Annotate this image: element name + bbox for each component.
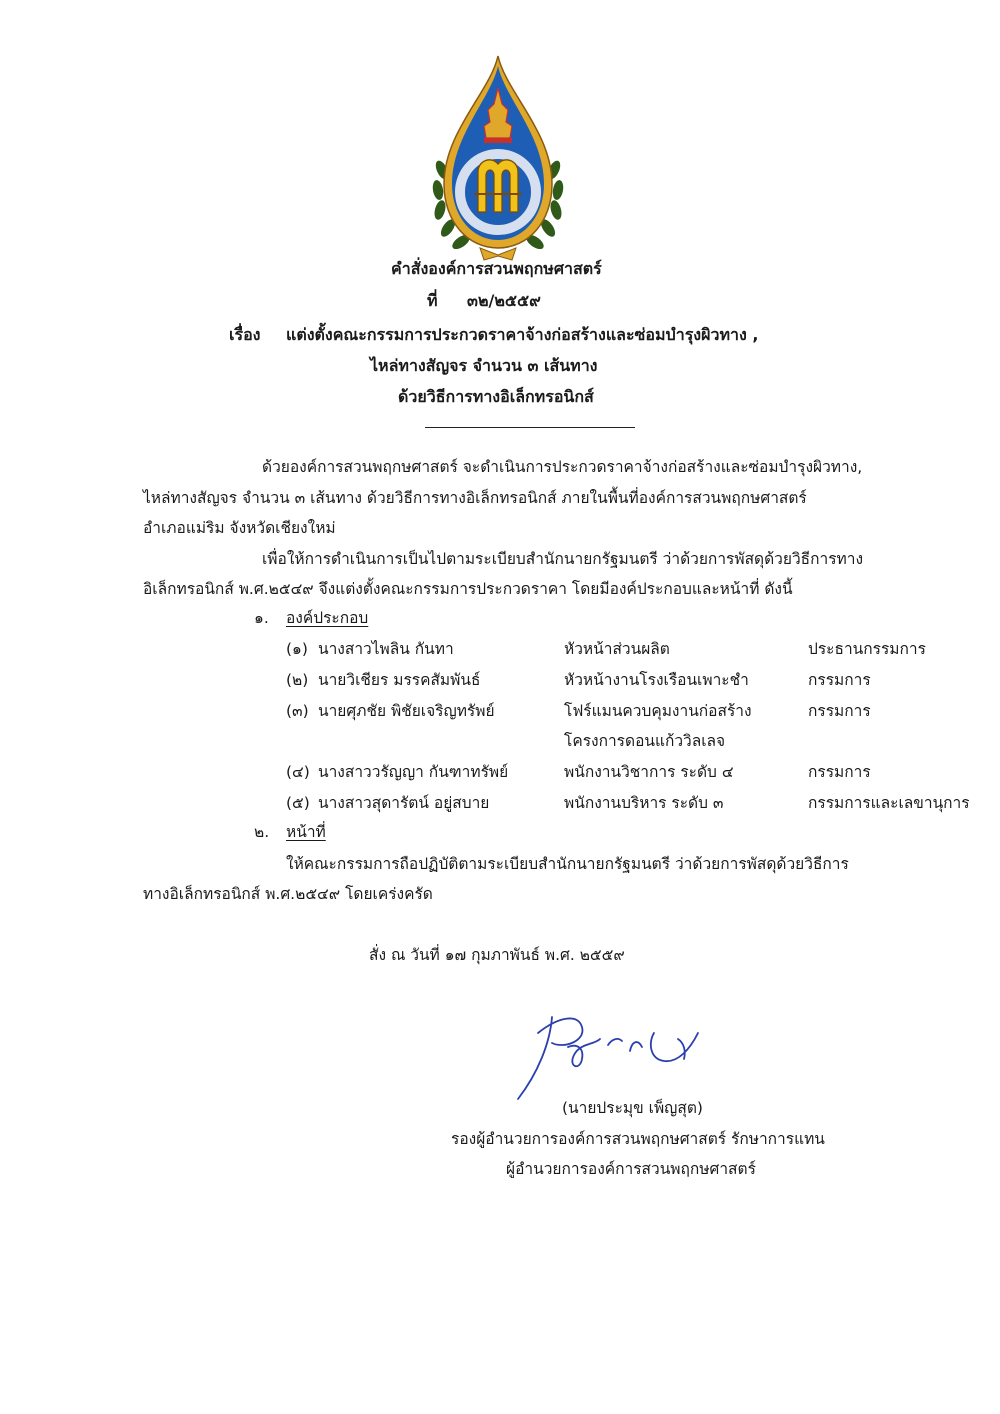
member-name: นางสาวสุดารัตน์ อยู่สบาย — [318, 794, 490, 812]
monogram-icon — [478, 160, 518, 212]
paragraph-line: ให้คณะกรรมการถือปฏิบัติตามระเบียบสำนักนายกรัฐมนตรี ว่าด้วยการพัสดุด้วยวิธีการ — [286, 855, 849, 873]
member-position: หัวหน้างานโรงเรือนเพาะชำ — [564, 671, 749, 689]
paragraph-line: ด้วยองค์การสวนพฤกษศาสตร์ จะดำเนินการประกวดราคาจ้างก่อสร้างและซ่อมบำรุงผิวทาง, — [262, 458, 863, 476]
order-title: คำสั่งองค์การสวนพฤกษศาสตร์ — [391, 259, 602, 278]
member-role: กรรมการ — [808, 763, 871, 781]
paragraph-line: อิเล็กทรอนิกส์ พ.ศ.๒๕๔๙ จึงแต่งตั้งคณะกรรมการประกวดราคา โดยมีองค์ประกอบและหน้าที่ ดังนี้ — [143, 580, 793, 598]
member-role: กรรมการ — [808, 702, 871, 720]
order-number-label: ที่ — [427, 291, 438, 310]
member-position: พนักงานวิชาการ ระดับ ๔ — [564, 763, 734, 781]
member-number: (๔) — [286, 763, 310, 781]
member-role: กรรมการ — [808, 671, 871, 689]
subject-line: ด้วยวิธีการทางอิเล็กทรอนิกส์ — [398, 387, 594, 406]
paragraph-line: เพื่อให้การดำเนินการเป็นไปตามระเบียบสำนักนายกรัฐมนตรี ว่าด้วยการพัสดุด้วยวิธีการทาง — [262, 550, 864, 568]
order-number: ๓๒/๒๕๕๙ — [467, 291, 541, 310]
handwritten-signature — [508, 1003, 720, 1103]
member-name: นางสาวไพลิน กันทา — [318, 640, 454, 658]
member-role: กรรมการและเลขานุการ — [808, 794, 970, 812]
member-position: โครงการดอนแก้ววิลเลจ — [564, 732, 726, 750]
paragraph-line: อำเภอแม่ริม จังหวัดเชียงใหม่ — [143, 519, 336, 537]
member-number: (๓) — [286, 702, 309, 720]
section-number: ๒. — [254, 823, 270, 841]
member-number: (๒) — [286, 671, 309, 689]
member-position: หัวหน้าส่วนผลิต — [564, 640, 670, 658]
member-name: นายศุภชัย พิชัยเจริญทรัพย์ — [318, 702, 495, 720]
member-role: ประธานกรรมการ — [808, 640, 926, 658]
section-title: หน้าที่ — [286, 823, 326, 841]
signatory-title: รองผู้อำนวยการองค์การสวนพฤกษศาสตร์ รักษาการแทน — [451, 1130, 825, 1148]
title-divider — [425, 427, 635, 428]
member-number: (๕) — [286, 794, 310, 812]
member-position: โฟร์แมนควบคุมงานก่อสร้าง — [564, 702, 752, 720]
subject-line: แต่งตั้งคณะกรรมการประกวดราคาจ้างก่อสร้างและซ่อมบำรุงผิวทาง , — [286, 325, 759, 344]
section-number: ๑. — [254, 609, 269, 627]
organization-seal — [428, 52, 568, 264]
paragraph-line: ทางอิเล็กทรอนิกส์ พ.ศ.๒๕๔๙ โดยเคร่งครัด — [143, 885, 433, 903]
member-name: นายวิเชียร มรรคสัมพันธ์ — [318, 671, 481, 689]
subject-line: ไหล่ทางสัญจร จำนวน ๓ เส้นทาง — [370, 356, 598, 375]
paragraph-line: ไหล่ทางสัญจร จำนวน ๓ เส้นทาง ด้วยวิธีการทางอิเล็กทรอนิกส์ ภายในพื้นที่องค์การสวนพฤกษศาสตร์ — [143, 489, 807, 507]
section-title: องค์ประกอบ — [286, 609, 369, 627]
signatory-title: ผู้อำนวยการองค์การสวนพฤกษศาสตร์ — [506, 1160, 756, 1178]
signatory-name: (นายประมุข เพ็ญสุต) — [562, 1099, 703, 1117]
member-position: พนักงานบริหาร ระดับ ๓ — [564, 794, 724, 812]
member-name: นางสาววรัญญา กันฑาทรัพย์ — [318, 763, 509, 781]
subject-label: เรื่อง — [229, 325, 261, 344]
member-number: (๑) — [286, 640, 308, 658]
order-date: สั่ง ณ วันที่ ๑๗ กุมภาพันธ์ พ.ศ. ๒๕๕๙ — [369, 946, 625, 964]
